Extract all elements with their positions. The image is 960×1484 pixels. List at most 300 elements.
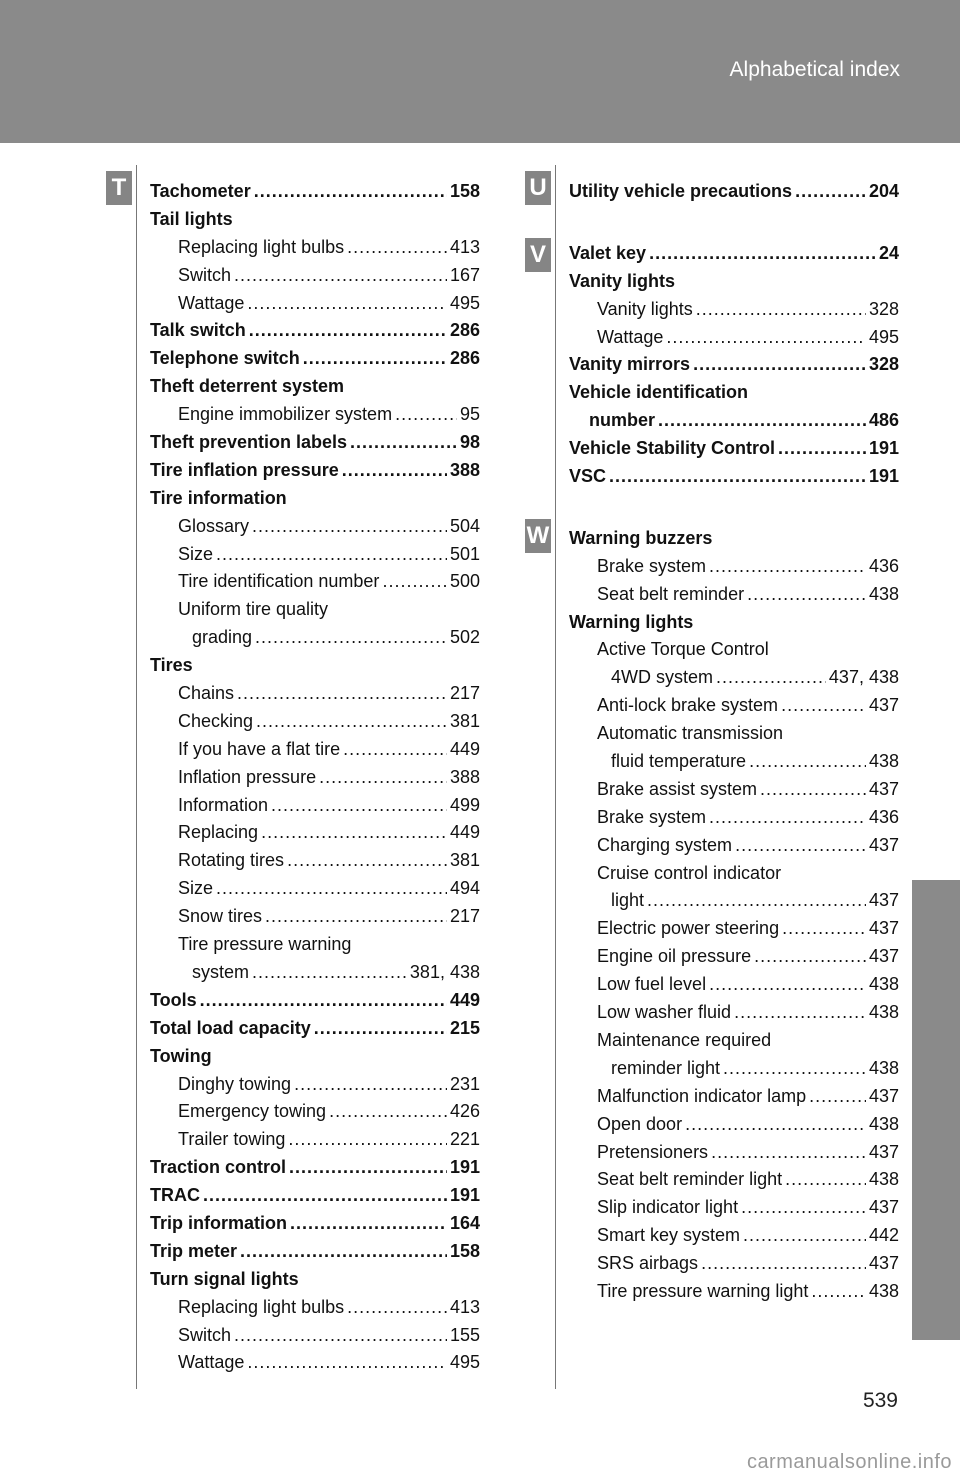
index-entry — [150, 847, 480, 875]
entry-text: light — [611, 890, 645, 911]
entry-page-ref: 95 — [459, 404, 480, 425]
index-entry — [569, 268, 899, 296]
index-entry — [569, 1222, 899, 1250]
leader-dots — [254, 178, 447, 206]
index-section-w — [569, 525, 899, 1306]
entry-text: Dinghy towing — [178, 1073, 292, 1094]
index-section-v — [569, 240, 899, 491]
leader-dots — [785, 1166, 866, 1194]
entry-text: Trailer towing — [178, 1129, 286, 1150]
entry-text: Vehicle Stability Control — [569, 438, 776, 459]
leader-dots — [319, 764, 447, 792]
leader-dots — [747, 581, 866, 609]
entry-page-ref: 381 — [449, 710, 480, 731]
leader-dots — [314, 1015, 447, 1043]
entry-text: Brake assist system — [597, 778, 758, 799]
leader-dots — [647, 887, 866, 915]
entry-page-ref: 191 — [449, 1157, 480, 1178]
entry-page-ref: 167 — [449, 264, 480, 285]
entry-text: Traction control — [150, 1157, 287, 1178]
entry-text: Tire inflation pressure — [150, 459, 339, 480]
entry-text: Brake system — [597, 555, 707, 576]
entry-text: Warning lights — [569, 611, 694, 632]
index-entry — [569, 1111, 899, 1139]
entry-text: Active Torque Control — [597, 639, 769, 660]
leader-dots — [754, 943, 866, 971]
entry-text: Anti-lock brake system — [597, 695, 779, 716]
entry-text: Brake system — [597, 806, 707, 827]
index-entry — [150, 596, 480, 624]
column-rule-left — [136, 165, 137, 1389]
entry-text: Automatic transmission — [597, 723, 784, 744]
entry-page-ref: 495 — [868, 326, 899, 347]
leader-dots — [290, 1210, 447, 1238]
leader-dots — [609, 463, 866, 491]
index-entry — [150, 1266, 480, 1294]
index-entry — [150, 262, 480, 290]
entry-text: Engine immobilizer system — [178, 404, 393, 425]
index-entry — [150, 959, 480, 987]
entry-text: Electric power steering — [597, 918, 780, 939]
entry-text: Theft prevention labels — [150, 432, 348, 453]
entry-page-ref: 500 — [449, 571, 480, 592]
index-entry — [150, 931, 480, 959]
index-entry — [569, 1166, 899, 1194]
index-entry — [569, 1027, 899, 1055]
entry-page-ref: 449 — [449, 738, 480, 759]
leader-dots — [716, 664, 826, 692]
entry-page-ref: 164 — [449, 1212, 480, 1233]
entry-page-ref: 502 — [449, 627, 480, 648]
section-gap — [569, 491, 899, 525]
entry-page-ref: 388 — [449, 459, 480, 480]
leader-dots — [658, 407, 866, 435]
index-entry — [569, 351, 899, 379]
index-entry — [569, 943, 899, 971]
index-entry — [150, 1210, 480, 1238]
entry-text: Towing — [150, 1045, 212, 1066]
entry-text: Tail lights — [150, 208, 233, 229]
index-entry — [150, 624, 480, 652]
entry-text: Size — [178, 878, 214, 899]
entry-text: Replacing light bulbs — [178, 1296, 345, 1317]
leader-dots — [287, 847, 447, 875]
index-entry — [569, 1083, 899, 1111]
leader-dots — [200, 987, 447, 1015]
column-rule-middle — [555, 165, 556, 1389]
leader-dots — [743, 1222, 866, 1250]
letter-marker-v: V — [525, 238, 551, 272]
entry-text: Utility vehicle precautions — [569, 181, 793, 201]
entry-text: Tachometer — [150, 181, 251, 201]
entry-page-ref: 217 — [449, 906, 480, 927]
leader-dots — [329, 1098, 447, 1126]
leader-dots — [741, 1194, 866, 1222]
index-section-u — [569, 178, 899, 206]
index-entry — [150, 317, 480, 345]
index-entry — [569, 1250, 899, 1278]
entry-text: Pretensioners — [597, 1141, 709, 1162]
index-entry — [150, 568, 480, 596]
leader-dots — [723, 1055, 866, 1083]
entry-page-ref: 437 — [868, 918, 899, 939]
leader-dots — [347, 234, 447, 262]
letter-marker-w: W — [525, 519, 551, 553]
entry-page-ref: 437, 438 — [828, 667, 899, 688]
entry-page-ref: 504 — [449, 515, 480, 536]
index-entry — [569, 971, 899, 999]
leader-dots — [265, 903, 447, 931]
entry-page-ref: 204 — [868, 181, 899, 201]
index-entry — [569, 435, 899, 463]
entry-text: Slip indicator light — [597, 1197, 739, 1218]
leader-dots — [255, 624, 447, 652]
index-entry — [569, 240, 899, 268]
leader-dots — [649, 240, 876, 268]
index-entry — [150, 178, 480, 206]
entry-text: Valet key — [569, 242, 647, 263]
entry-text: Vehicle identification — [569, 382, 749, 403]
entry-text: Checking — [178, 710, 254, 731]
index-entry — [150, 345, 480, 373]
index-entry — [569, 379, 899, 407]
index-entry — [150, 206, 480, 234]
leader-dots — [735, 832, 866, 860]
index-entry — [150, 1322, 480, 1350]
index-entry — [150, 792, 480, 820]
entry-text: system — [192, 961, 250, 982]
entry-page-ref: 328 — [868, 298, 899, 319]
index-entry — [569, 463, 899, 491]
entry-text: Tire identification number — [178, 571, 380, 592]
entry-page-ref: 438 — [868, 583, 899, 604]
entry-page-ref: 381, 438 — [409, 961, 480, 982]
leader-dots — [216, 875, 447, 903]
leader-dots — [782, 915, 866, 943]
leader-dots — [342, 457, 447, 485]
entry-text: Emergency towing — [178, 1101, 327, 1122]
entry-page-ref: 437 — [868, 778, 899, 799]
entry-page-ref: 495 — [449, 1352, 480, 1373]
index-entry — [150, 234, 480, 262]
leader-dots — [288, 1126, 447, 1154]
entry-text: VSC — [569, 466, 607, 487]
entry-page-ref: 438 — [868, 1280, 899, 1301]
index-entry — [150, 485, 480, 513]
leader-dots — [271, 792, 447, 820]
entry-text: Replacing light bulbs — [178, 236, 345, 257]
index-entry — [569, 1055, 899, 1083]
leader-dots — [249, 317, 447, 345]
entry-page-ref: 191 — [868, 466, 899, 487]
entry-page-ref: 381 — [449, 850, 480, 871]
entry-text: Turn signal lights — [150, 1268, 299, 1289]
entry-text: Open door — [597, 1113, 683, 1134]
index-entry — [569, 636, 899, 664]
entry-page-ref: 155 — [449, 1324, 480, 1345]
entry-page-ref: 495 — [449, 292, 480, 313]
entry-page-ref: 438 — [868, 1057, 899, 1078]
index-entry — [150, 513, 480, 541]
letter-marker-u: U — [525, 171, 551, 205]
entry-page-ref: 442 — [868, 1225, 899, 1246]
entry-text: Low washer fluid — [597, 1002, 732, 1023]
index-entry — [150, 708, 480, 736]
entry-text: Snow tires — [178, 906, 263, 927]
index-entry — [150, 987, 480, 1015]
entry-text: Vanity lights — [569, 270, 676, 291]
leader-dots — [701, 1250, 866, 1278]
entry-page-ref: 437 — [868, 834, 899, 855]
entry-text: Seat belt reminder — [597, 583, 745, 604]
watermark: carmanualsonline.info — [746, 1451, 952, 1473]
leader-dots — [247, 290, 447, 318]
index-entry — [150, 819, 480, 847]
index-entry — [150, 457, 480, 485]
entry-text: number — [589, 410, 656, 431]
index-entry — [569, 553, 899, 581]
entry-page-ref: 499 — [449, 794, 480, 815]
entry-text: Tire pressure warning light — [597, 1280, 809, 1301]
entry-page-ref: 437 — [868, 1253, 899, 1274]
entry-text: Glossary — [178, 515, 250, 536]
leader-dots — [781, 692, 866, 720]
entry-text: Tools — [150, 989, 197, 1010]
leader-dots — [234, 262, 447, 290]
index-entry — [569, 692, 899, 720]
entry-text: fluid temperature — [611, 751, 747, 772]
entry-page-ref: 494 — [449, 878, 480, 899]
entry-page-ref: 436 — [868, 806, 899, 827]
index-entry — [150, 1043, 480, 1071]
index-entry — [569, 1194, 899, 1222]
leader-dots — [237, 680, 447, 708]
entry-page-ref: 191 — [449, 1185, 480, 1206]
entry-page-ref: 328 — [868, 354, 899, 375]
entry-text: Switch — [178, 264, 232, 285]
index-entry — [150, 290, 480, 318]
leader-dots — [693, 351, 866, 379]
entry-text: Vanity lights — [597, 298, 693, 319]
entry-page-ref: 158 — [449, 181, 480, 201]
leader-dots — [294, 1071, 447, 1099]
index-entry — [150, 1349, 480, 1377]
entry-text: Wattage — [178, 292, 245, 313]
entry-text: Engine oil pressure — [597, 946, 752, 967]
index-entry — [569, 887, 899, 915]
index-column-left — [150, 178, 480, 1377]
entry-text: Charging system — [597, 834, 733, 855]
entry-page-ref: 438 — [868, 974, 899, 995]
leader-dots — [261, 819, 447, 847]
entry-text: 4WD system — [611, 667, 714, 688]
entry-text: reminder light — [611, 1057, 721, 1078]
index-entry — [150, 1071, 480, 1099]
page-number: 539 — [862, 1389, 898, 1412]
leader-dots — [809, 1083, 866, 1111]
entry-text: TRAC — [150, 1185, 200, 1206]
leader-dots — [711, 1139, 866, 1167]
index-entry — [569, 609, 899, 637]
leader-dots — [247, 1349, 447, 1377]
index-entry — [150, 1182, 480, 1210]
entry-page-ref: 437 — [868, 890, 899, 911]
entry-text: Cruise control indicator — [597, 862, 782, 883]
index-entry — [150, 541, 480, 569]
entry-page-ref: 191 — [868, 438, 899, 459]
entry-text: Rotating tires — [178, 850, 285, 871]
entry-text: Tire information — [150, 487, 287, 508]
leader-dots — [347, 1294, 447, 1322]
index-entry — [569, 832, 899, 860]
leader-dots — [749, 748, 866, 776]
entry-page-ref: 158 — [449, 1240, 480, 1261]
entry-page-ref: 449 — [449, 989, 480, 1010]
section-gap — [569, 206, 899, 240]
index-entry — [569, 748, 899, 776]
index-entry — [569, 720, 899, 748]
entry-text: Replacing — [178, 822, 259, 843]
entry-page-ref: 437 — [868, 1197, 899, 1218]
index-entry — [569, 581, 899, 609]
entry-page-ref: 413 — [449, 1296, 480, 1317]
leader-dots — [685, 1111, 866, 1139]
entry-text: Low fuel level — [597, 974, 707, 995]
entry-page-ref: 24 — [878, 242, 899, 263]
header-title: Alphabetical index — [729, 58, 900, 81]
leader-dots — [709, 804, 866, 832]
entry-page-ref: 437 — [868, 1085, 899, 1106]
entry-page-ref: 98 — [459, 432, 480, 453]
leader-dots — [778, 435, 866, 463]
leader-dots — [234, 1322, 447, 1350]
index-entry — [150, 1098, 480, 1126]
entry-text: Talk switch — [150, 320, 246, 341]
index-entry — [150, 401, 480, 429]
entry-page-ref: 437 — [868, 695, 899, 716]
leader-dots — [760, 776, 866, 804]
entry-text: Telephone switch — [150, 348, 300, 369]
entry-text: Tires — [150, 655, 193, 676]
leader-dots — [252, 959, 407, 987]
index-entry — [150, 373, 480, 401]
letter-marker-t: T — [106, 171, 132, 205]
entry-text: Size — [178, 543, 214, 564]
entry-page-ref: 438 — [868, 1169, 899, 1190]
entry-text: Switch — [178, 1324, 232, 1345]
index-entry — [569, 296, 899, 324]
entry-page-ref: 388 — [449, 766, 480, 787]
leader-dots — [709, 553, 866, 581]
entry-text: Tire pressure warning — [178, 934, 352, 955]
entry-page-ref: 286 — [449, 348, 480, 369]
entry-text: Malfunction indicator lamp — [597, 1085, 807, 1106]
entry-text: Chains — [178, 683, 235, 704]
leader-dots — [350, 429, 457, 457]
entry-page-ref: 486 — [868, 410, 899, 431]
entry-text: Warning buzzers — [569, 527, 713, 548]
entry-text: grading — [192, 627, 253, 648]
entry-page-ref: 436 — [868, 555, 899, 576]
leader-dots — [303, 345, 447, 373]
entry-page-ref: 438 — [868, 1002, 899, 1023]
index-entry — [569, 915, 899, 943]
entry-text: Wattage — [178, 1352, 245, 1373]
entry-text: Vanity mirrors — [569, 354, 691, 375]
index-entry — [150, 875, 480, 903]
leader-dots — [795, 178, 866, 206]
entry-text: Maintenance required — [597, 1029, 772, 1050]
entry-page-ref: 231 — [449, 1073, 480, 1094]
entry-text: Uniform tire quality — [178, 599, 329, 620]
index-entry — [569, 407, 899, 435]
index-entry — [150, 903, 480, 931]
index-entry — [569, 525, 899, 553]
leader-dots — [216, 541, 447, 569]
index-entry — [150, 1154, 480, 1182]
entry-text: Trip information — [150, 1212, 287, 1233]
index-entry — [150, 764, 480, 792]
leader-dots — [252, 513, 447, 541]
entry-text: Inflation pressure — [178, 766, 317, 787]
leader-dots — [395, 401, 457, 429]
leader-dots — [256, 708, 447, 736]
leader-dots — [734, 999, 866, 1027]
index-entry — [150, 736, 480, 764]
leader-dots — [666, 324, 866, 352]
entry-page-ref: 221 — [449, 1129, 480, 1150]
leader-dots — [289, 1154, 447, 1182]
index-entry — [569, 324, 899, 352]
entry-page-ref: 413 — [449, 236, 480, 257]
entry-text: Theft deterrent system — [150, 376, 345, 397]
entry-text: Trip meter — [150, 1240, 238, 1261]
section-side-tab — [912, 880, 960, 1340]
index-entry — [569, 1139, 899, 1167]
page-header — [0, 0, 960, 143]
index-entry — [569, 178, 899, 206]
index-entry — [569, 664, 899, 692]
index-entry — [150, 1238, 480, 1266]
entry-page-ref: 438 — [868, 1113, 899, 1134]
entry-page-ref: 438 — [868, 751, 899, 772]
entry-text: Smart key system — [597, 1225, 741, 1246]
entry-text: Total load capacity — [150, 1017, 311, 1038]
index-entry — [150, 1015, 480, 1043]
entry-page-ref: 501 — [449, 543, 480, 564]
index-entry — [150, 652, 480, 680]
entry-page-ref: 437 — [868, 946, 899, 967]
entry-page-ref: 217 — [449, 683, 480, 704]
leader-dots — [696, 296, 866, 324]
entry-text: If you have a flat tire — [178, 738, 341, 759]
index-entry — [569, 1278, 899, 1306]
leader-dots — [709, 971, 866, 999]
entry-page-ref: 437 — [868, 1141, 899, 1162]
leader-dots — [343, 736, 447, 764]
leader-dots — [811, 1278, 866, 1306]
entry-text: SRS airbags — [597, 1253, 699, 1274]
index-entry — [150, 680, 480, 708]
entry-page-ref: 449 — [449, 822, 480, 843]
index-entry — [150, 1294, 480, 1322]
index-entry — [150, 1126, 480, 1154]
entry-text: Seat belt reminder light — [597, 1169, 783, 1190]
leader-dots — [240, 1238, 447, 1266]
index-entry — [569, 999, 899, 1027]
index-entry — [569, 804, 899, 832]
index-entry — [569, 860, 899, 888]
